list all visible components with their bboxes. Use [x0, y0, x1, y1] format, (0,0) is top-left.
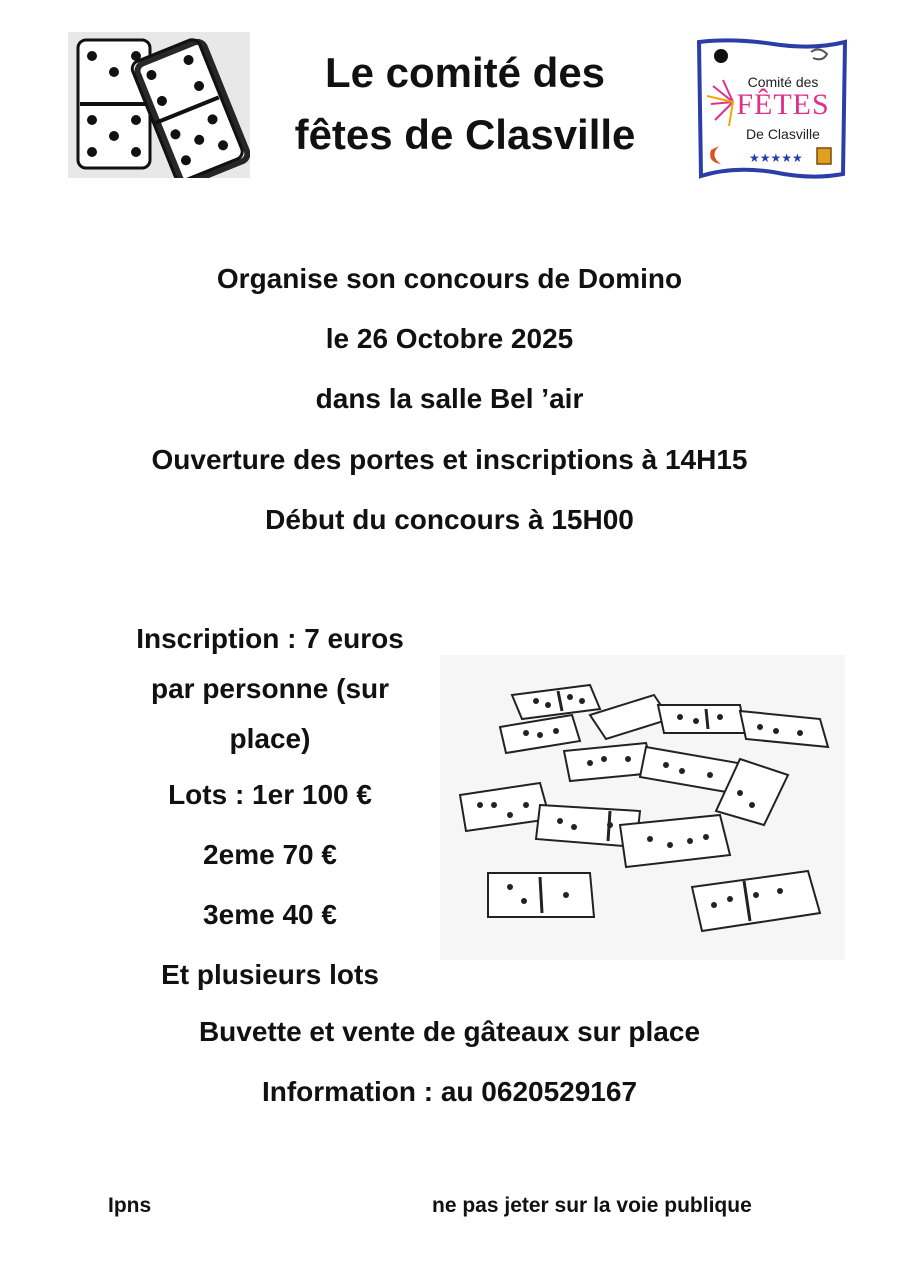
information-line: Information : au 0620529167	[261, 1076, 638, 1107]
domino-logo-image	[68, 32, 250, 178]
committee-logo	[693, 36, 851, 181]
event-venue: dans la salle Bel ’air	[315, 383, 584, 414]
inscription-line-3: place)	[229, 723, 311, 754]
title-line-1: Le comité des	[324, 49, 606, 96]
dominoes-illustration	[440, 655, 845, 960]
lot-4: Et plusieurs lots	[161, 959, 379, 990]
logo-text-1: Comité des	[747, 74, 819, 90]
inscription-line-1: Inscription : 7 euros	[136, 623, 404, 654]
logo-text-2: FÊTES	[736, 88, 830, 121]
dominoes-sketch-icon	[440, 655, 845, 960]
logo-text-3: De Clasville	[746, 126, 820, 142]
lot-1: Lots : 1er 100 €	[168, 779, 372, 810]
event-line-1: Organise son concours de Domino	[216, 263, 683, 294]
details-block	[100, 614, 440, 764]
footer-ipns: Ipns	[108, 1194, 152, 1217]
lot-3: 3eme 40 €	[203, 899, 337, 930]
domino-pair-icon	[68, 32, 250, 178]
event-date: le 26 Octobre 2025	[325, 323, 574, 354]
title-line-2: fêtes de Clasville	[294, 111, 636, 158]
page-title	[250, 42, 680, 166]
footer-notice: ne pas jeter sur la voie publique	[432, 1194, 752, 1217]
buvette-line: Buvette et vente de gâteaux sur place	[198, 1016, 701, 1047]
svg-text:★★★★★: ★★★★★	[749, 151, 803, 165]
lot-2: 2eme 70 €	[203, 839, 337, 870]
event-start-time: Début du concours à 15H00	[265, 504, 634, 535]
event-doors-time: Ouverture des portes et inscriptions à 14H15	[151, 444, 748, 475]
inscription-line-2: par personne (sur	[150, 673, 390, 704]
